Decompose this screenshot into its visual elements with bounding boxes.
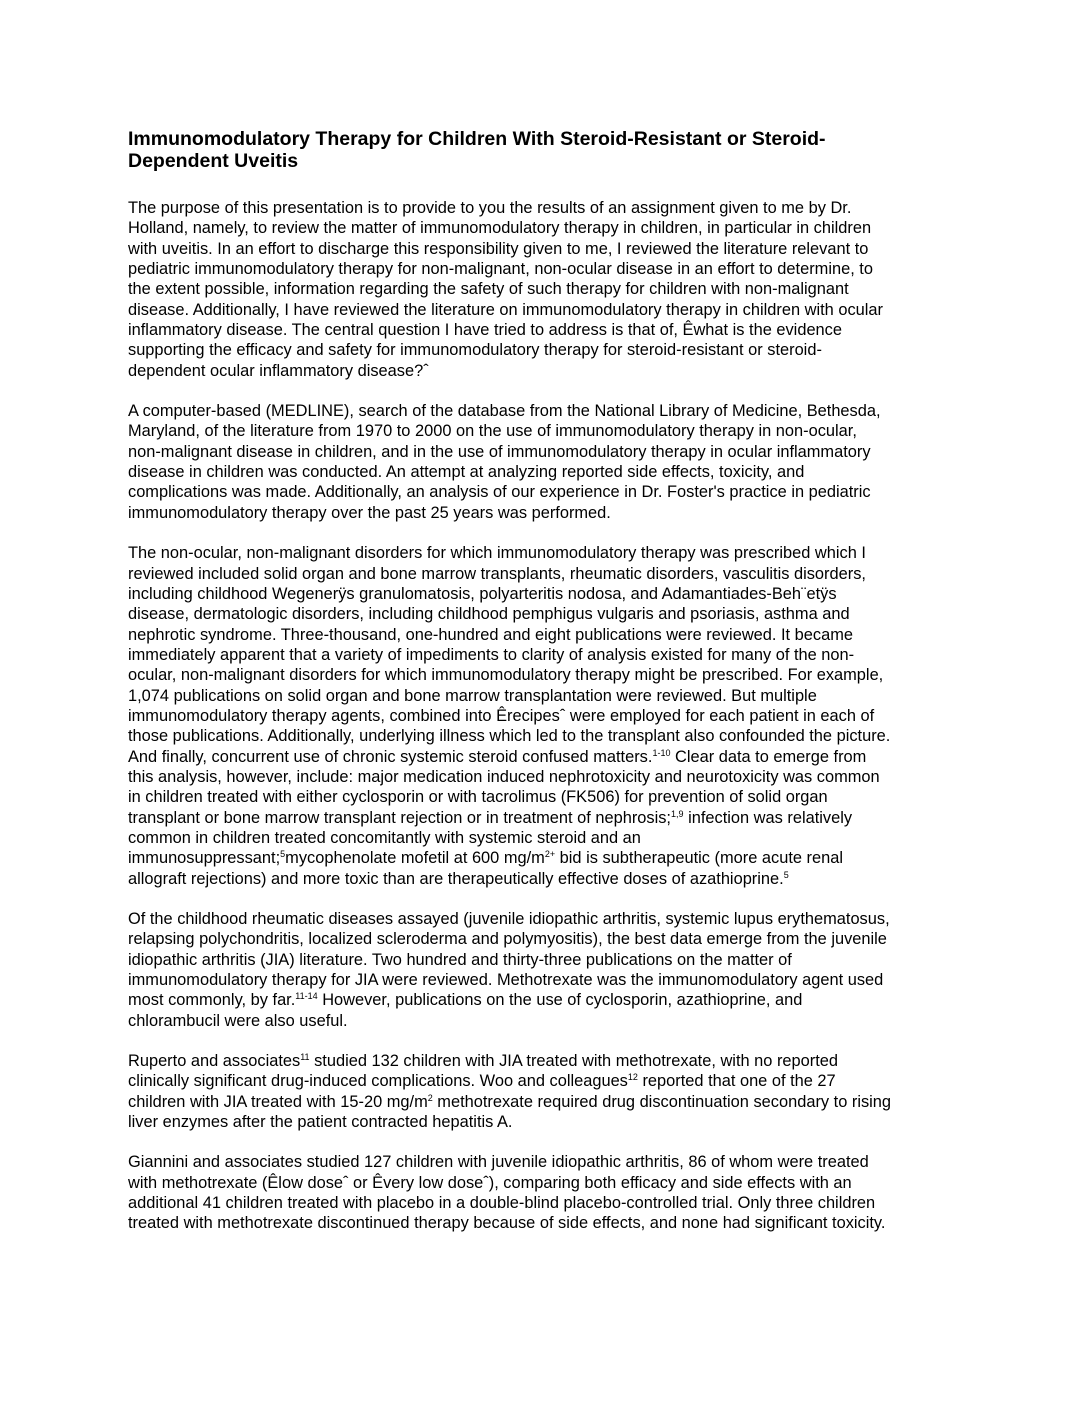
paragraph-text: Ruperto and associates [128,1052,301,1071]
paragraph-text: Of the childhood rheumatic diseases assayed (juvenile idiopathic arthritis, systemic lupus erythematosus, relapsing polychondritis, localized scleroderma and polymyositis), the best data emerge from the juvenile idiopathic arthritis (JIA) literature. Two hundred and thirty-three publications on the matter of immunomodulatory therapy for JIA were reviewed. Methotrexate was the immunomodulatory agent used most commonly, by far. [128,910,890,1010]
paragraph-text: infection was relatively common in children treated concomitantly with systemic steroid and an immunosuppressant; [128,808,853,868]
body-paragraph [128,1152,968,1233]
paragraph-text: The purpose of this presentation is to provide to you the results of an assignment given to me by Dr. Holland, namely, to review the matter of immunomodulatory therapy in children, in particular in children with uveitis. In an effort to discharge this responsibility given to me, I reviewed the literature relevant to pediatric immunomodulatory therapy for non-malignant, non-ocular disease in an effort to determine, to the extent possible, information regarding the safety of such therapy for children with non-malignant disease. Additionally, I have reviewed the literature on immunomodulatory therapy in children with ocular inflammatory disease. The central question I have tried to address is that of, Êwhat is the evidence supporting the efficacy and safety for immunomodulatory therapy for steroid-resistant or steroid- dependent ocular inflammatory disease?ˆ [128,199,883,380]
paragraph-text: A computer-based (MEDLINE), search of the database from the National Library of Medicine, Bethesda, Maryland, of the literature from 1970 to 2000 on the use of immunomodulatory therapy in non-ocular, non-malignant disease in children, and in the use of immunomodulatory therapy in ocular inflammatory disease in children was conducted. An attempt at analyzing reported side effects, toxicity, and complications was made. Additionally, an analysis of our experience in Dr. Foster's practice in pediatric immunomodulatory therapy over the past 25 years was performed. [128,402,881,522]
body-paragraph [128,401,968,523]
citation-superscript: 12 [627,1072,638,1083]
paragraph-text: However, publications on the use of cyclosporin, azathioprine, and chlorambucil were also useful. [128,991,803,1030]
paragraph-text: mycophenolate mofetil at 600 mg/m [285,849,545,868]
body-paragraph [128,1051,968,1132]
body-paragraph [128,198,968,381]
document-body [128,198,968,1234]
body-paragraph [128,543,968,889]
citation-superscript: 11-14 [295,991,318,1002]
paragraph-text: bid is subtherapeutic (more acute renal allograft rejections) and more toxic than are therapeutically effective doses of azathioprine. [128,849,843,888]
paragraph-text: The non-ocular, non-malignant disorders for which immunomodulatory therapy was prescribed which I reviewed included solid organ and bone marrow transplants, rheumatic disorders, vasculitis disorders, including childhood Wegenerÿs granulomatosis, polyarteritis nodosa, and Adamantiades-Beh¨etÿs disease, dermatologic disorders, including childhood pemphigus vulgaris and psoriasis, asthma and nephrotic syndrome. Three-thousand, one-hundred and eight publications were reviewed. It became immediately apparent that a variety of impediments to clarity of analysis existed for many of the non- ocular, non-malignant disorders for which immunomodulatory therapy might be prescribed. For example, 1,074 publications on solid organ and bone marrow transplantation were reviewed. But multiple immunomodulatory therapy agents, combined into Êrecipesˆ were employed for each patient in each of those publications. Additionally, underlying illness which led to the transplant also confounded the picture. And finally, concurrent use of chronic systemic steroid confused matters. [128,544,891,766]
citation-superscript: 5 [280,849,286,860]
document-title: Immunomodulatory Therapy for Children With Steroid-Resistant or Steroid- Dependent Uveitis [128,128,826,172]
document-page [128,128,968,1254]
paragraph-text: studied 132 children with JIA treated with methotrexate, with no reported clinically significant drug-induced complications. Woo and colleagues [128,1052,839,1091]
citation-superscript: 1-10 [652,747,671,758]
paragraph-text: Clear data to emerge from this analysis, however, include: major medication induced nephrotoxicity and neurotoxicity was common in children treated with either cyclosporin or with tacrolimus (FK506) for prevention of solid organ transplant or bone marrow transplant rejection or in treatment of nephrosis; [128,747,880,827]
paragraph-text: Giannini and associates studied 127 children with juvenile idiopathic arthritis, 86 of whom were treated with methotrexate (Êlow doseˆ or Êvery low doseˆ), comparing both efficacy and side effects with an additional 41 children treated with placebo in a double-blind placebo-controlled trial. Only three children treated with methotrexate discontinued therapy because of side effects, and none had significant toxicity. [128,1153,886,1233]
citation-superscript: 1,9 [671,808,684,819]
paragraph-text: methotrexate required drug discontinuation secondary to rising liver enzymes after the patient contracted hepatitis A. [128,1092,892,1132]
paragraph-text: reported that one of the 27 children with JIA treated with 15-20 mg/m [128,1072,836,1111]
citation-superscript: 2+ [544,849,556,860]
body-paragraph [128,909,968,1031]
citation-superscript: 11 [300,1052,310,1063]
citation-superscript: 5 [783,869,789,880]
citation-superscript: 2 [427,1092,433,1103]
